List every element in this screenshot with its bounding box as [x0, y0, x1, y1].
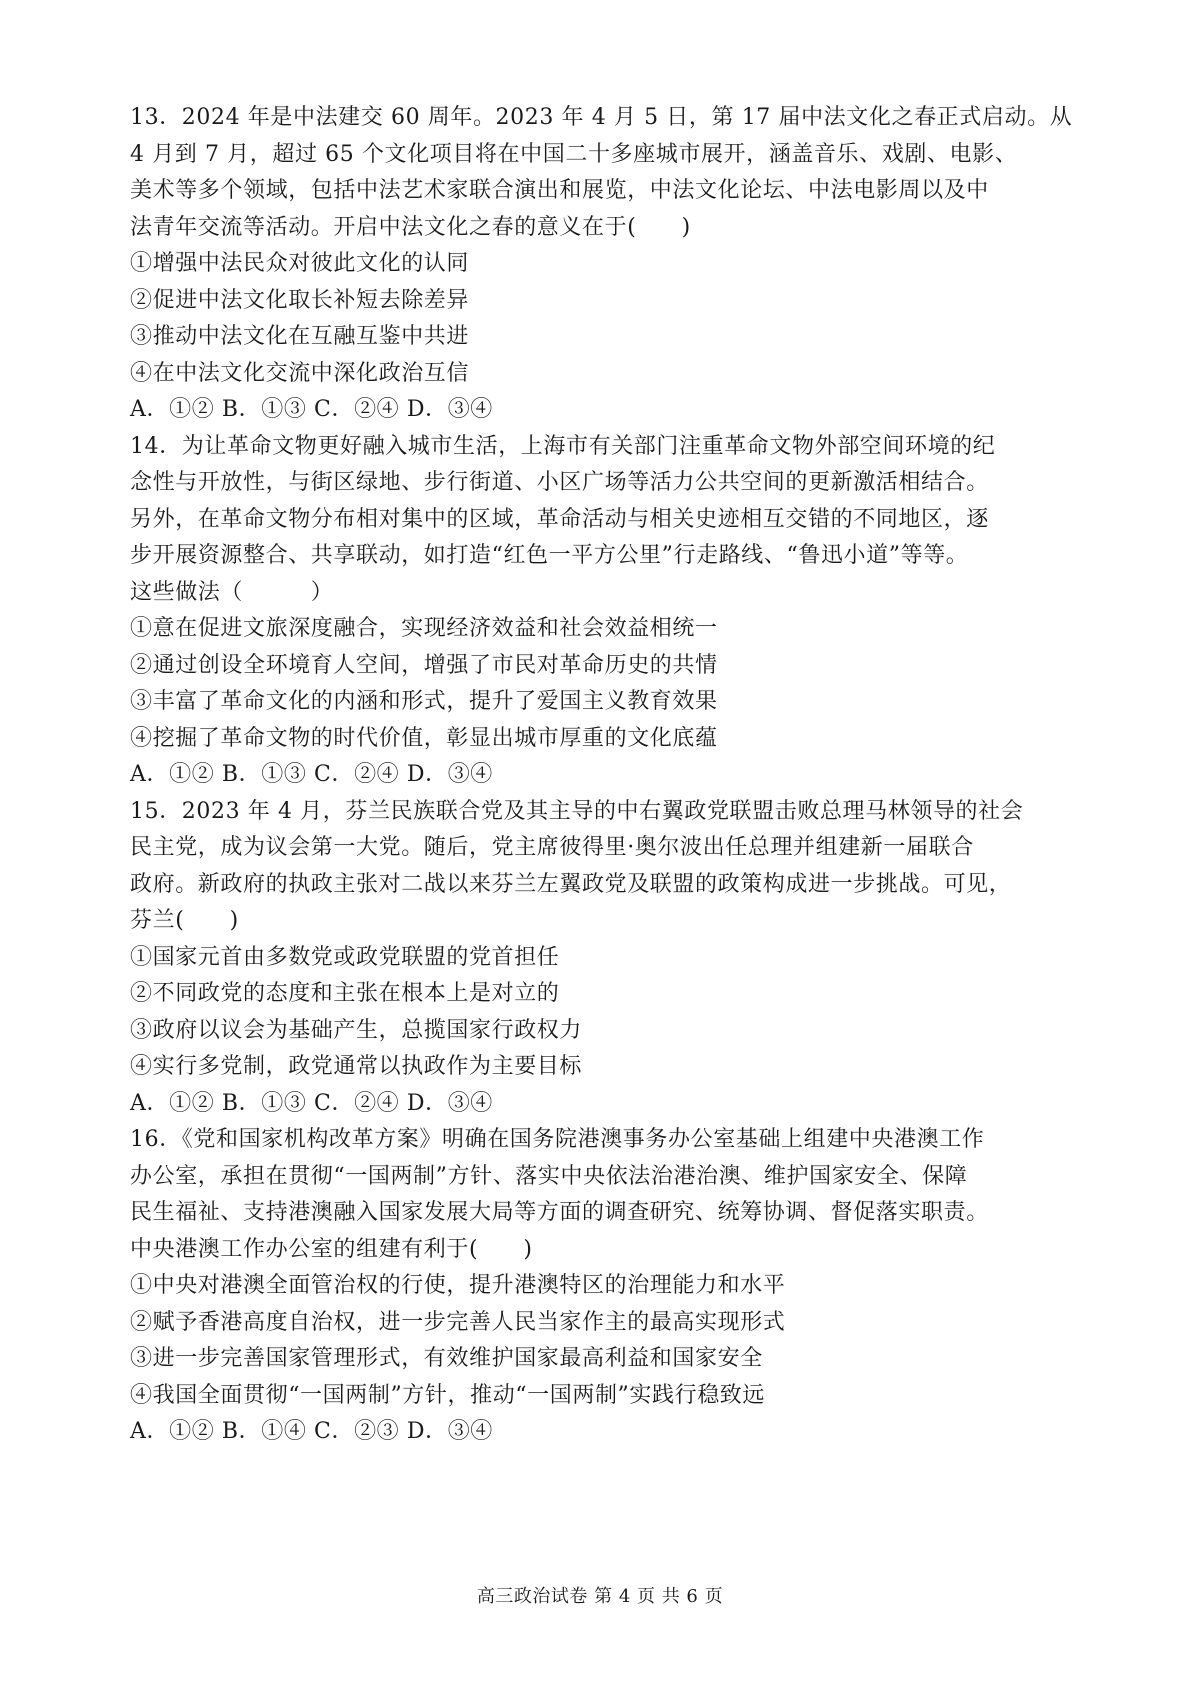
option-item: ①意在促进文旅深度融合，实现经济效益和社会效益相统一	[130, 616, 718, 641]
answer-choices: A．①② B．①④ C．②③ D．③④	[130, 1419, 493, 1444]
option-item: ②通过创设全环境育人空间，增强了市民对革命历史的共情	[130, 652, 718, 678]
option-item: ③政府以议会为基础产生，总揽国家行政权力	[130, 1017, 583, 1043]
question-stem-line: 16．《党和国家机构改革方案》明确在国务院港澳事务办公室基础上组建中央港澳工作	[130, 1127, 985, 1152]
option-item: ④挖掘了革命文物的时代价值，彰显出城市厚重的文化底蕴	[130, 725, 718, 751]
option-item: ②赋予香港高度自治权，进一步完善人民当家作主的最高实现形式	[130, 1309, 786, 1335]
question-stem-line: 民生福祉、支持港澳融入国家发展大局等方面的调查研究、统筹协调、督促落实职责。	[130, 1200, 989, 1225]
option-item: ④实行多党制，政党通常以执政作为主要目标	[130, 1054, 583, 1079]
page-footer: 高三政治试卷 第 4 页 共 6 页	[476, 1586, 724, 1607]
option-item: ③丰富了革命文化的内涵和形式，提升了爱国主义教育效果	[130, 689, 718, 714]
answer-choices: A．①② B．①③ C．②④ D．③④	[130, 762, 493, 787]
question-stem-line: 14．为让革命文物更好融入城市生活，上海市有关部门注重革命文物外部空间环境的纪	[130, 433, 996, 459]
question-15	[130, 794, 1090, 1123]
question-stem-line: 政府。新政府的执政主张对二战以来芬兰左翼政党及联盟的政策构成进一步挑战。可见，	[130, 871, 1012, 897]
question-stem-line: 办公室，承担在贯彻“一国两制”方针、落实中央依法治港治澳、维护国家安全、保障	[130, 1163, 968, 1189]
question-stem-line: 另外，在革命文物分布相对集中的区域，革命活动与相关史迹相互交错的不同地区，逐	[130, 506, 989, 532]
question-stem-line: 法青年交流等活动。开启中法文化之春的意义在于( )	[130, 214, 691, 240]
question-stem-line: 念性与开放性，与街区绿地、步行街道、小区广场等活力公共空间的更新激活相结合。	[130, 470, 989, 495]
option-item: ①国家元首由多数党或政党联盟的党首担任	[130, 944, 560, 970]
question-stem-line: 芬兰( )	[130, 908, 239, 933]
option-item: ①中央对港澳全面管治权的行使，提升港澳特区的治理能力和水平	[130, 1273, 786, 1298]
question-16	[130, 1122, 1090, 1451]
question-stem-line: 这些做法（ ）	[130, 579, 334, 605]
question-13	[130, 100, 1090, 429]
question-stem-line: 13．2024 年是中法建交 60 周年。2023 年 4 月 5 日，第 17 届中法文化之春正式启动。从	[130, 105, 1073, 130]
answer-choices: A．①② B．①③ C．②④ D．③④	[130, 1090, 493, 1116]
option-item: ②促进中法文化取长补短去除差异	[130, 287, 470, 313]
option-item: ③进一步完善国家管理形式，有效维护国家最高利益和国家安全	[130, 1346, 763, 1371]
question-14	[130, 429, 1090, 794]
option-item: ④我国全面贯彻“一国两制”方针，推动“一国两制”实践行稳致远	[130, 1382, 765, 1408]
question-stem-line: 4 月到 7 月，超过 65 个文化项目将在中国二十多座城市展开，涵盖音乐、戏剧、电影、	[130, 141, 1018, 167]
option-item: ③推动中法文化在互融互鉴中共进	[130, 324, 470, 349]
question-stem-line: 中央港澳工作办公室的组建有利于( )	[130, 1236, 533, 1262]
option-item: ②不同政党的态度和主张在根本上是对立的	[130, 981, 560, 1006]
exam-page	[130, 100, 1090, 1451]
question-stem-line: 民主党，成为议会第一大党。随后，党主席彼得里·奥尔波出任总理并组建新一届联合	[130, 835, 974, 860]
question-stem-line: 15．2023 年 4 月，芬兰民族联合党及其主导的中右翼政党联盟击败总理马林领导的社会	[130, 798, 1024, 824]
question-stem-line: 步开展资源整合、共享联动，如打造“红色一平方公里”行走路线、“鲁迅小道”等等。	[130, 543, 969, 568]
option-item: ④在中法文化交流中深化政治互信	[130, 360, 470, 386]
option-item: ①增强中法民众对彼此文化的认同	[130, 251, 470, 276]
question-stem-line: 美术等多个领域，包括中法艺术家联合演出和展览，中法文化论坛、中法电影周以及中	[130, 178, 989, 203]
answer-choices: A．①② B．①③ C．②④ D．③④	[130, 397, 493, 422]
